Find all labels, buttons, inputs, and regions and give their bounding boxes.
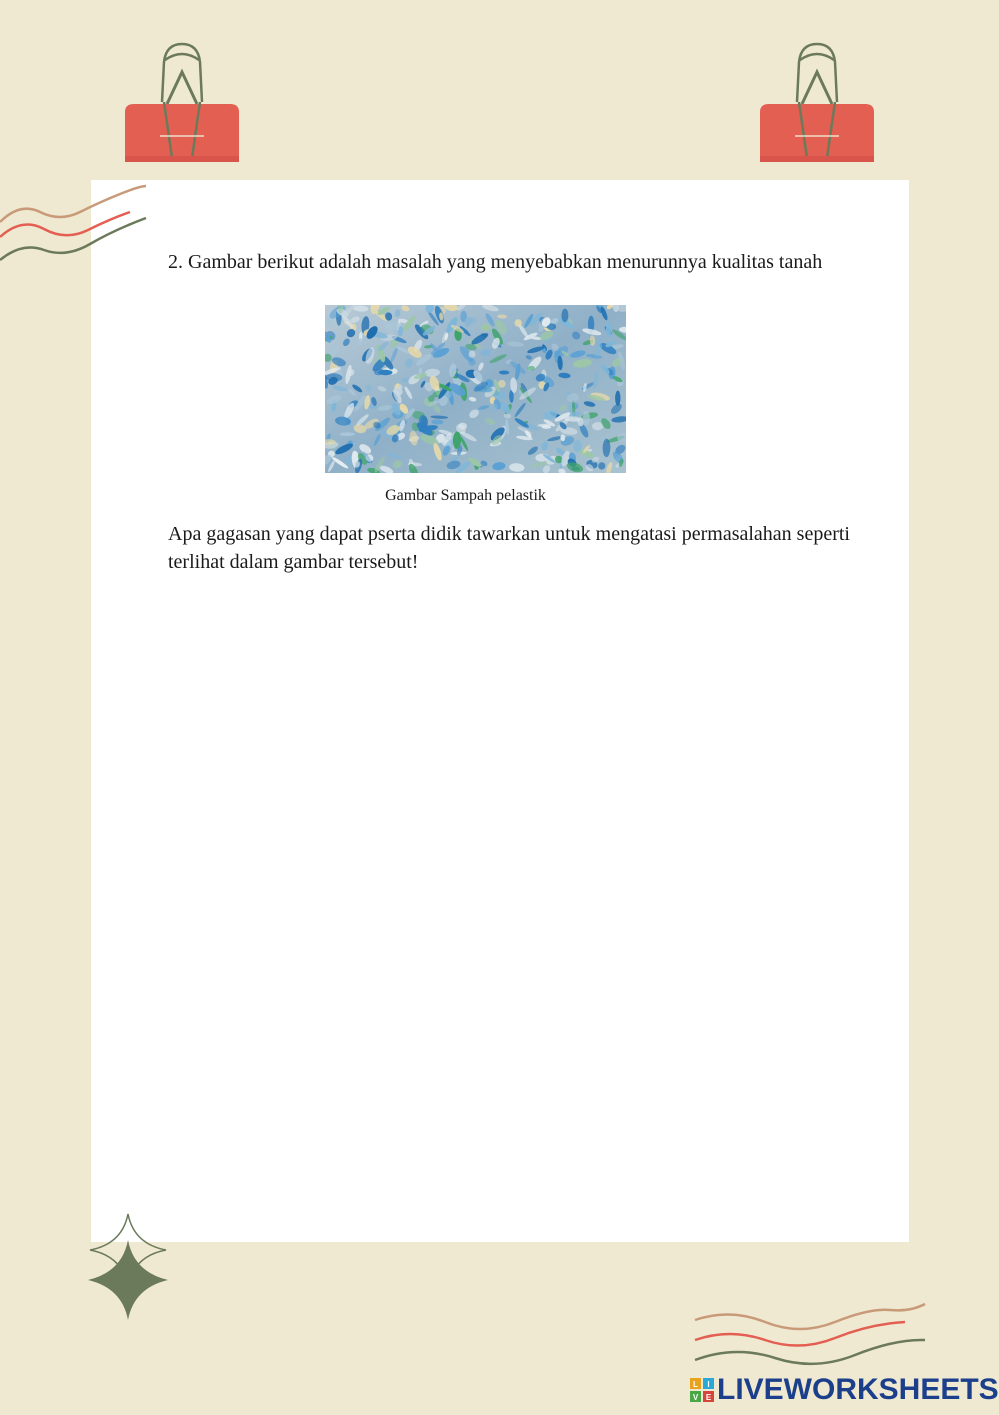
logo-mark-letter: I (707, 1380, 710, 1389)
sparkle-star-icon (86, 1212, 170, 1324)
question-text: 2. Gambar berikut adalah masalah yang menyebabkan menurunnya kualitas tanah (168, 251, 823, 273)
answer-prompt: Apa gagasan yang dapat pserta didik tawarkan untuk mengatasi permasalahan seperti terlihat dalam gambar tersebut! (168, 523, 850, 573)
liveworksheets-mark-icon (690, 1378, 714, 1402)
image-caption: Gambar Sampah pelastik (385, 487, 546, 504)
squiggle-bottom-right-icon (690, 1300, 930, 1375)
squiggle-top-left-icon (0, 182, 150, 267)
binder-clip-right-icon (757, 40, 877, 165)
logo-mark-letter: V (692, 1393, 699, 1402)
logo-mark-letter: L (693, 1380, 698, 1389)
logo-text: LIVEWORKSHEETS (717, 1373, 999, 1406)
binder-clip-left-icon (122, 40, 242, 165)
liveworksheets-logo (690, 1372, 999, 1408)
logo-mark-letter: E (705, 1393, 712, 1402)
plastic-waste-photo (325, 305, 626, 473)
